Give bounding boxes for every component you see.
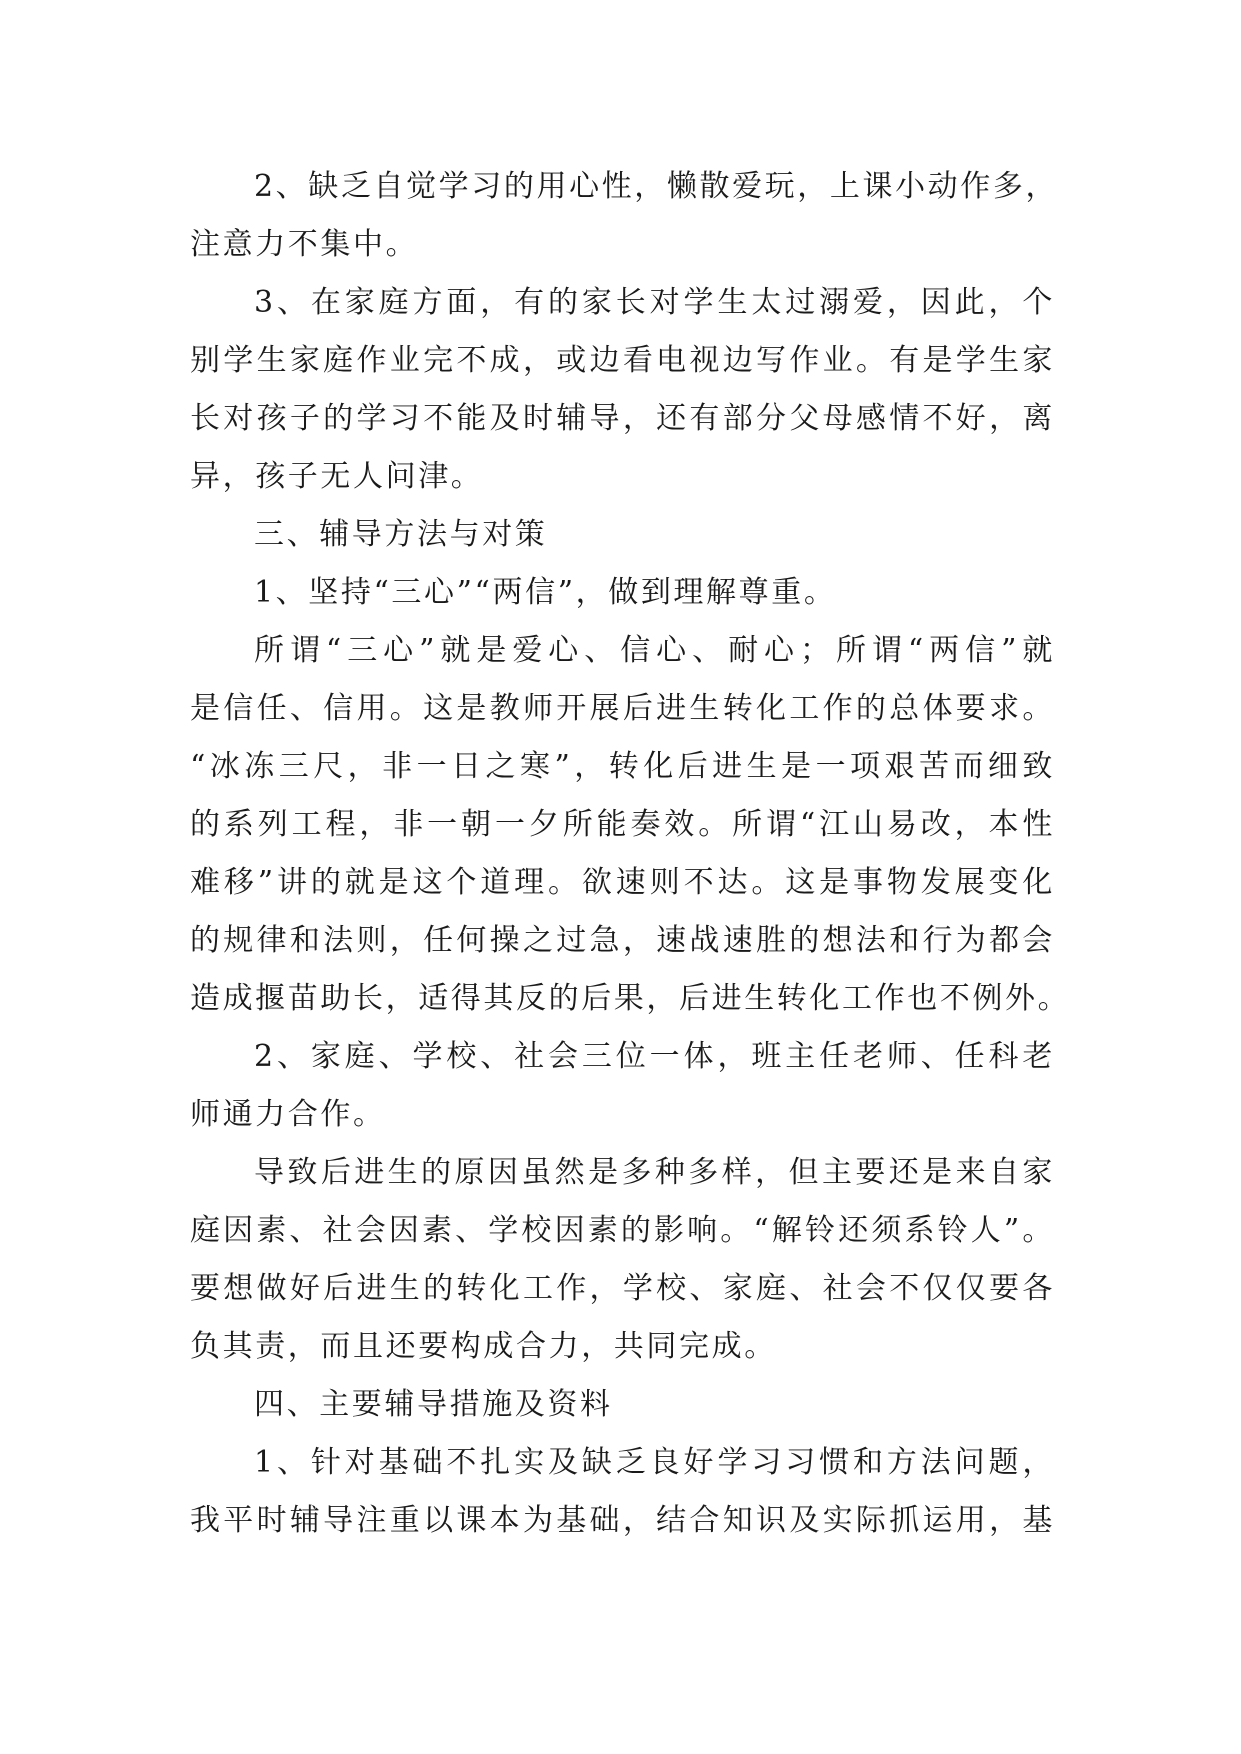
subsection-heading: 1、针对基础不扎实及缺乏良好学习习惯和方法问题， bbox=[254, 1445, 1055, 1480]
text-line: 所谓“三心”就是爱心、信心、耐心；所谓“两信”就 bbox=[254, 633, 1055, 668]
text-line: 注意力不集中。 bbox=[190, 227, 419, 262]
text-line: 导致后进生的原因虽然是多种多样，但主要还是来自家 bbox=[254, 1155, 1055, 1190]
text-line: 长对孩子的学习不能及时辅导，还有部分父母感情不好，离 bbox=[190, 401, 1055, 436]
text-line: 2、缺乏自觉学习的用心性，懒散爱玩，上课小动作多， bbox=[254, 169, 1059, 204]
text-line: 3、在家庭方面，有的家长对学生太过溺爱，因此，个 bbox=[254, 285, 1055, 320]
text-line: 师通力合作。 bbox=[190, 1097, 386, 1132]
document-body bbox=[190, 158, 1071, 1550]
text-line: 的规律和法则，任何操之过急，速战速胜的想法和行为都会 bbox=[190, 923, 1055, 958]
text-line: 难移”讲的就是这个道理。欲速则不达。这是事物发展变化 bbox=[190, 865, 1055, 900]
section-heading: 四、主要辅导措施及资料 bbox=[254, 1387, 613, 1422]
text-line: 造成揠苗助长，适得其反的后果，后进生转化工作也不例外。 bbox=[190, 981, 1071, 1016]
text-line: “冰冻三尺，非一日之寒”，转化后进生是一项艰苦而细致 bbox=[190, 749, 1055, 784]
text-line: 是信任、信用。这是教师开展后进生转化工作的总体要求。 bbox=[190, 691, 1055, 726]
text-line: 别学生家庭作业完不成，或边看电视边写作业。有是学生家 bbox=[190, 343, 1055, 378]
subsection-heading: 1、坚持“三心”“两信”，做到理解尊重。 bbox=[254, 575, 837, 610]
text-line: 异，孩子无人问津。 bbox=[190, 459, 484, 494]
text-line: 庭因素、社会因素、学校因素的影响。“解铃还须系铃人”。 bbox=[190, 1213, 1055, 1248]
text-line: 我平时辅导注重以课本为基础，结合知识及实际抓运用，基 bbox=[190, 1503, 1055, 1538]
section-heading: 三、辅导方法与对策 bbox=[254, 517, 548, 552]
subsection-heading: 2、家庭、学校、社会三位一体，班主任老师、任科老 bbox=[254, 1039, 1055, 1074]
text-line: 要想做好后进生的转化工作，学校、家庭、社会不仅仅要各 bbox=[190, 1271, 1055, 1306]
text-line: 负其责，而且还要构成合力，共同完成。 bbox=[190, 1329, 777, 1364]
text-line: 的系列工程，非一朝一夕所能奏效。所谓“江山易改，本性 bbox=[190, 807, 1055, 842]
